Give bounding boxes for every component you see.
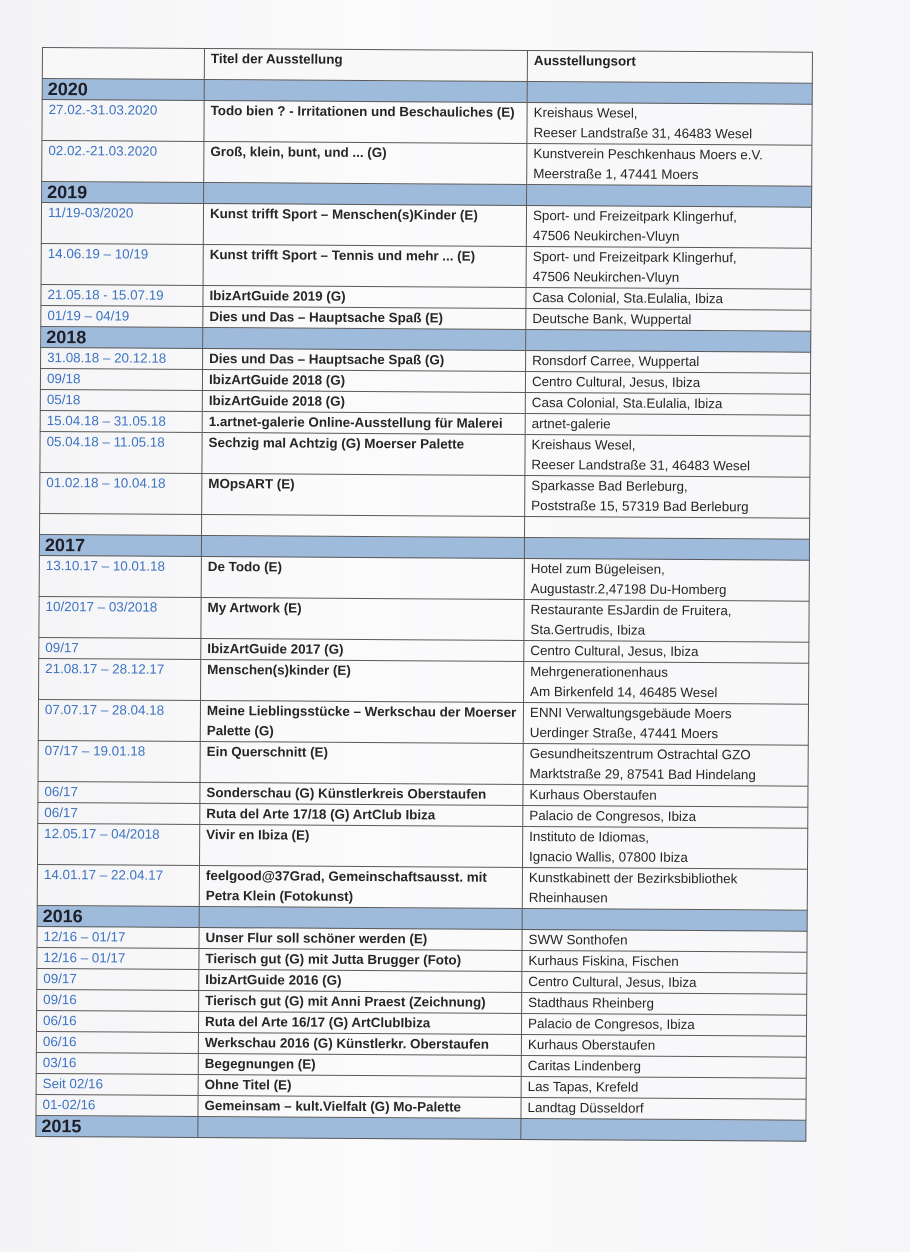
place-line: Instituto de Idiomas, xyxy=(529,828,650,845)
table-row xyxy=(37,864,807,910)
exhibition-title: Sechzig mal Achtzig (G) Moerser Palette xyxy=(202,432,525,475)
place-line: Augustastr.2,47198 Du-Homberg xyxy=(530,580,727,598)
exhibition-title: Ohne Titel (E) xyxy=(198,1074,521,1097)
exhibition-date: 06/16 xyxy=(36,1010,198,1032)
exhibition-title: Ein Querschnitt (E) xyxy=(200,741,523,784)
place-line: Kunstverein Peschkenhaus Moers e.V. xyxy=(533,146,763,163)
exhibition-date: 10/2017 – 03/2018 xyxy=(39,596,201,638)
exhibition-date: Seit 02/16 xyxy=(36,1073,198,1095)
header-place: Ausstellungsort xyxy=(527,50,812,83)
place-line: Gesundheitszentrum Ostrachtal GZO xyxy=(529,745,751,763)
exhibition-date: 01.02.18 – 10.04.18 xyxy=(40,472,202,514)
year-label: 2018 xyxy=(41,326,203,348)
exhibition-place xyxy=(526,308,811,331)
exhibition-date: 02.02.-21.03.2020 xyxy=(42,141,204,183)
exhibition-place xyxy=(526,350,811,373)
place-line: Palacio de Congresos, Ibiza xyxy=(527,1015,695,1033)
exhibition-place xyxy=(526,287,811,310)
exhibition-date: 01-02/16 xyxy=(36,1094,198,1116)
exhibition-place xyxy=(524,640,809,663)
exhibition-title: Dies und Das – Hauptsache Spaß (G) xyxy=(203,348,526,371)
exhibition-title: My Artwork (E) xyxy=(201,597,524,640)
exhibition-place xyxy=(525,475,810,518)
year-band-cell xyxy=(204,182,527,205)
place-line: Centro Cultural, Jesus, Ibiza xyxy=(531,373,701,391)
header-date xyxy=(42,48,204,80)
place-line: Sport- und Freizeitpark Klingerhuf, xyxy=(532,249,737,266)
exhibition-date: 15.04.18 – 31.05.18 xyxy=(40,410,202,432)
place-line: Marktstraße 29, 87541 Bad Hindelang xyxy=(529,765,756,783)
exhibition-place xyxy=(522,929,807,952)
year-band-cell xyxy=(526,329,811,352)
exhibition-place xyxy=(521,1013,806,1036)
place-line: Kunstkabinett der Bezirksbibliothek xyxy=(528,869,738,887)
exhibition-date: 09/16 xyxy=(37,989,199,1011)
exhibition-title: IbizArtGuide 2018 (G) xyxy=(202,390,525,413)
exhibition-title: IbizArtGuide 2018 (G) xyxy=(202,369,525,392)
exhibition-title: Unser Flur soll schöner werden (E) xyxy=(199,927,522,950)
table-row xyxy=(39,596,809,642)
exhibition-date: 09/17 xyxy=(37,968,199,990)
year-band-cell xyxy=(522,908,807,931)
exhibition-place xyxy=(523,702,808,745)
year-label: 2019 xyxy=(42,182,204,204)
place-line: Centro Cultural, Jesus, Ibiza xyxy=(528,973,697,991)
exhibition-title: Kunst trifft Sport – Tennis und mehr ... (E) xyxy=(203,244,526,287)
table-row xyxy=(41,203,811,249)
blank-cell xyxy=(202,514,525,537)
exhibition-title: Vivir en Ibiza (E) xyxy=(200,824,523,867)
exhibition-date: 09/17 xyxy=(39,637,201,659)
header-title: Titel der Ausstellung xyxy=(204,48,527,81)
exhibition-title: Tierisch gut (G) mit Anni Praest (Zeichnung) xyxy=(199,990,522,1013)
exhibition-title: 1.artnet-galerie Online-Ausstellung für Malerei xyxy=(202,411,525,434)
place-line: Hotel zum Bügeleisen, xyxy=(530,560,665,577)
year-band-cell xyxy=(198,1116,521,1139)
year-label: 2015 xyxy=(36,1115,198,1137)
place-line: 47506 Neukirchen-Vluyn xyxy=(532,228,680,244)
place-line: Kurhaus Oberstaufen xyxy=(529,786,657,803)
exhibition-place xyxy=(525,413,810,436)
exhibition-place xyxy=(523,743,808,786)
table-row xyxy=(38,740,808,786)
exhibition-place xyxy=(527,102,812,145)
place-line: Ronsdorf Carree, Wuppertal xyxy=(532,352,700,370)
exhibition-date: 12.05.17 – 04/2018 xyxy=(38,823,200,865)
exhibition-place xyxy=(525,392,810,415)
exhibition-place xyxy=(522,971,807,994)
exhibition-title: IbizArtGuide 2019 (G) xyxy=(203,285,526,308)
exhibition-date: 07/17 – 19.01.18 xyxy=(38,740,200,782)
table-row xyxy=(38,699,808,745)
exhibition-title: Sonderschau (G) Künstlerkreis Oberstaufen xyxy=(200,782,523,805)
place-line: Sta.Gertrudis, Ibiza xyxy=(530,621,646,638)
exhibition-title: Ruta del Arte 16/17 (G) ArtClubIbiza xyxy=(198,1011,521,1034)
exhibition-date: 11/19-03/2020 xyxy=(41,203,203,245)
exhibition-place xyxy=(521,1076,806,1099)
exhibition-place xyxy=(524,661,809,704)
exhibition-date: 14.01.17 – 22.04.17 xyxy=(37,864,199,906)
year-band-cell xyxy=(527,184,812,207)
year-row xyxy=(36,1115,806,1141)
table-row xyxy=(42,100,812,146)
exhibition-title: Dies und Das – Hauptsache Spaß (E) xyxy=(203,306,526,329)
year-label: 2017 xyxy=(39,534,201,556)
exhibition-place xyxy=(525,434,810,477)
place-line: Am Birkenfeld 14, 46485 Wesel xyxy=(530,683,718,701)
place-line: Casa Colonial, Sta.Eulalia, Ibiza xyxy=(531,394,723,412)
table-row xyxy=(39,555,809,601)
place-line: artnet-galerie xyxy=(531,415,611,432)
exhibition-place xyxy=(525,371,810,394)
place-line: Las Tapas, Krefeld xyxy=(527,1078,639,1095)
exhibition-title: Gemeinsam – kult.Vielfalt (G) Mo-Palette xyxy=(198,1095,521,1118)
exhibition-date: 06/17 xyxy=(38,781,200,803)
exhibition-date: 05.04.18 – 11.05.18 xyxy=(40,431,202,473)
exhibition-place xyxy=(522,867,807,910)
year-band-cell xyxy=(527,81,812,104)
table-row xyxy=(41,243,811,289)
place-line: Ignacio Wallis, 07800 Ibiza xyxy=(529,848,688,865)
year-band-cell xyxy=(203,327,526,350)
place-line: Sport- und Freizeitpark Klingerhuf, xyxy=(532,208,737,225)
place-line: SWW Sonthofen xyxy=(528,931,628,948)
place-line: Deutsche Bank, Wuppertal xyxy=(532,311,692,327)
exhibition-date: 09/18 xyxy=(40,368,202,390)
place-line: Mehrgenerationenhaus xyxy=(530,663,668,680)
place-line: Meerstraße 1, 47441 Moers xyxy=(533,166,699,183)
table-row xyxy=(40,431,810,477)
year-band-cell xyxy=(201,535,524,558)
table-row xyxy=(42,141,812,187)
exhibition-title: Ruta del Arte 17/18 (G) ArtClub Ibiza xyxy=(200,803,523,826)
exhibition-title: De Todo (E) xyxy=(201,556,524,599)
exhibition-place xyxy=(521,1097,806,1120)
exhibition-date: 31.08.18 – 20.12.18 xyxy=(41,347,203,369)
blank-cell xyxy=(40,513,202,535)
exhibition-date: 27.02.-31.03.2020 xyxy=(42,100,204,142)
exhibition-date: 21.05.18 - 15.07.19 xyxy=(41,284,203,306)
place-line: Kreishaus Wesel, xyxy=(533,105,638,121)
place-line: Centro Cultural, Jesus, Ibiza xyxy=(530,642,699,660)
exhibition-title: Kunst trifft Sport – Menschen(s)Kinder (E) xyxy=(203,203,526,246)
place-line: Stadthaus Rheinberg xyxy=(528,994,655,1011)
exhibition-place xyxy=(526,205,811,248)
year-label: 2016 xyxy=(37,905,199,927)
place-line: Rheinhausen xyxy=(528,889,608,906)
table-row xyxy=(39,658,809,704)
exhibition-date: 07.07.17 – 28.04.18 xyxy=(38,699,200,741)
exhibition-place xyxy=(526,246,811,289)
exhibition-date: 06/17 xyxy=(38,802,200,824)
exhibition-place xyxy=(524,558,809,601)
place-line: Kreishaus Wesel, xyxy=(531,436,636,453)
exhibition-date: 06/16 xyxy=(36,1031,198,1053)
exhibition-date: 05/18 xyxy=(40,389,202,411)
exhibition-date: 14.06.19 – 10/19 xyxy=(41,243,203,285)
year-band-cell xyxy=(521,1118,806,1141)
table-row xyxy=(38,823,808,869)
exhibition-date: 03/16 xyxy=(36,1052,198,1074)
exhibition-title: Todo bien ? - Irritationen und Beschauliches (E) xyxy=(204,100,527,143)
exhibition-place xyxy=(524,599,809,642)
exhibition-title: Meine Lieblingsstücke – Werkschau der Moerser Palette (G) xyxy=(200,700,523,743)
year-band-cell xyxy=(204,79,527,102)
exhibition-table xyxy=(35,47,813,1142)
exhibition-title: IbizArtGuide 2016 (G) xyxy=(199,969,522,992)
place-line: Poststraße 15, 57319 Bad Berleburg xyxy=(531,497,749,515)
place-line: Sparkasse Bad Berleburg, xyxy=(531,477,688,494)
exhibition-place xyxy=(522,826,807,869)
exhibition-date: 12/16 – 01/17 xyxy=(37,947,199,969)
place-line: Reeser Landstraße 31, 46483 Wesel xyxy=(533,125,753,142)
year-band-cell xyxy=(524,537,809,560)
exhibition-place xyxy=(523,805,808,828)
exhibition-title: Tierisch gut (G) mit Jutta Brugger (Foto) xyxy=(199,948,522,971)
exhibition-place xyxy=(523,784,808,807)
exhibition-title: Begegnungen (E) xyxy=(198,1053,521,1076)
year-band-cell xyxy=(199,906,522,929)
header-row xyxy=(42,48,812,84)
exhibition-title: feelgood@37Grad, Gemeinschaftsausst. mit Petra Klein (Fotokunst) xyxy=(199,865,522,908)
exhibition-place xyxy=(522,992,807,1015)
exhibition-title: Groß, klein, bunt, und ... (G) xyxy=(204,141,527,184)
place-line: 47506 Neukirchen-Vluyn xyxy=(532,269,680,285)
place-line: Landtag Düsseldorf xyxy=(527,1099,644,1116)
blank-cell xyxy=(525,516,810,539)
year-label: 2020 xyxy=(42,79,204,101)
exhibition-title: Werkschau 2016 (G) Künstlerkr. Oberstaufen xyxy=(198,1032,521,1055)
exhibition-place xyxy=(522,950,807,973)
place-line: Casa Colonial, Sta.Eulalia, Ibiza xyxy=(532,290,724,307)
place-line: ENNI Verwaltungsgebäude Moers xyxy=(529,704,732,722)
exhibition-title: IbizArtGuide 2017 (G) xyxy=(201,638,524,661)
place-line: Palacio de Congresos, Ibiza xyxy=(529,807,697,825)
table-row xyxy=(40,472,810,518)
exhibition-date: 12/16 – 01/17 xyxy=(37,926,199,948)
place-line: Caritas Lindenberg xyxy=(527,1057,641,1074)
exhibition-title: Menschen(s)kinder (E) xyxy=(201,659,524,702)
exhibition-place xyxy=(521,1055,806,1078)
exhibition-date: 21.08.17 – 28.12.17 xyxy=(39,658,201,700)
exhibition-place xyxy=(521,1034,806,1057)
exhibition-place xyxy=(527,143,812,186)
place-line: Uerdinger Straße, 47441 Moers xyxy=(529,724,719,742)
table-body xyxy=(36,79,812,1142)
exhibition-date: 13.10.17 – 10.01.18 xyxy=(39,555,201,597)
place-line: Restaurante EsJardin de Fruitera, xyxy=(530,601,732,619)
place-line: Kurhaus Oberstaufen xyxy=(527,1036,656,1053)
place-line: Reeser Landstraße 31, 46483 Wesel xyxy=(531,456,751,474)
exhibition-date: 01/19 – 04/19 xyxy=(41,305,203,327)
exhibition-title: MOpsART (E) xyxy=(202,473,525,516)
place-line: Kurhaus Fiskina, Fischen xyxy=(528,952,679,969)
